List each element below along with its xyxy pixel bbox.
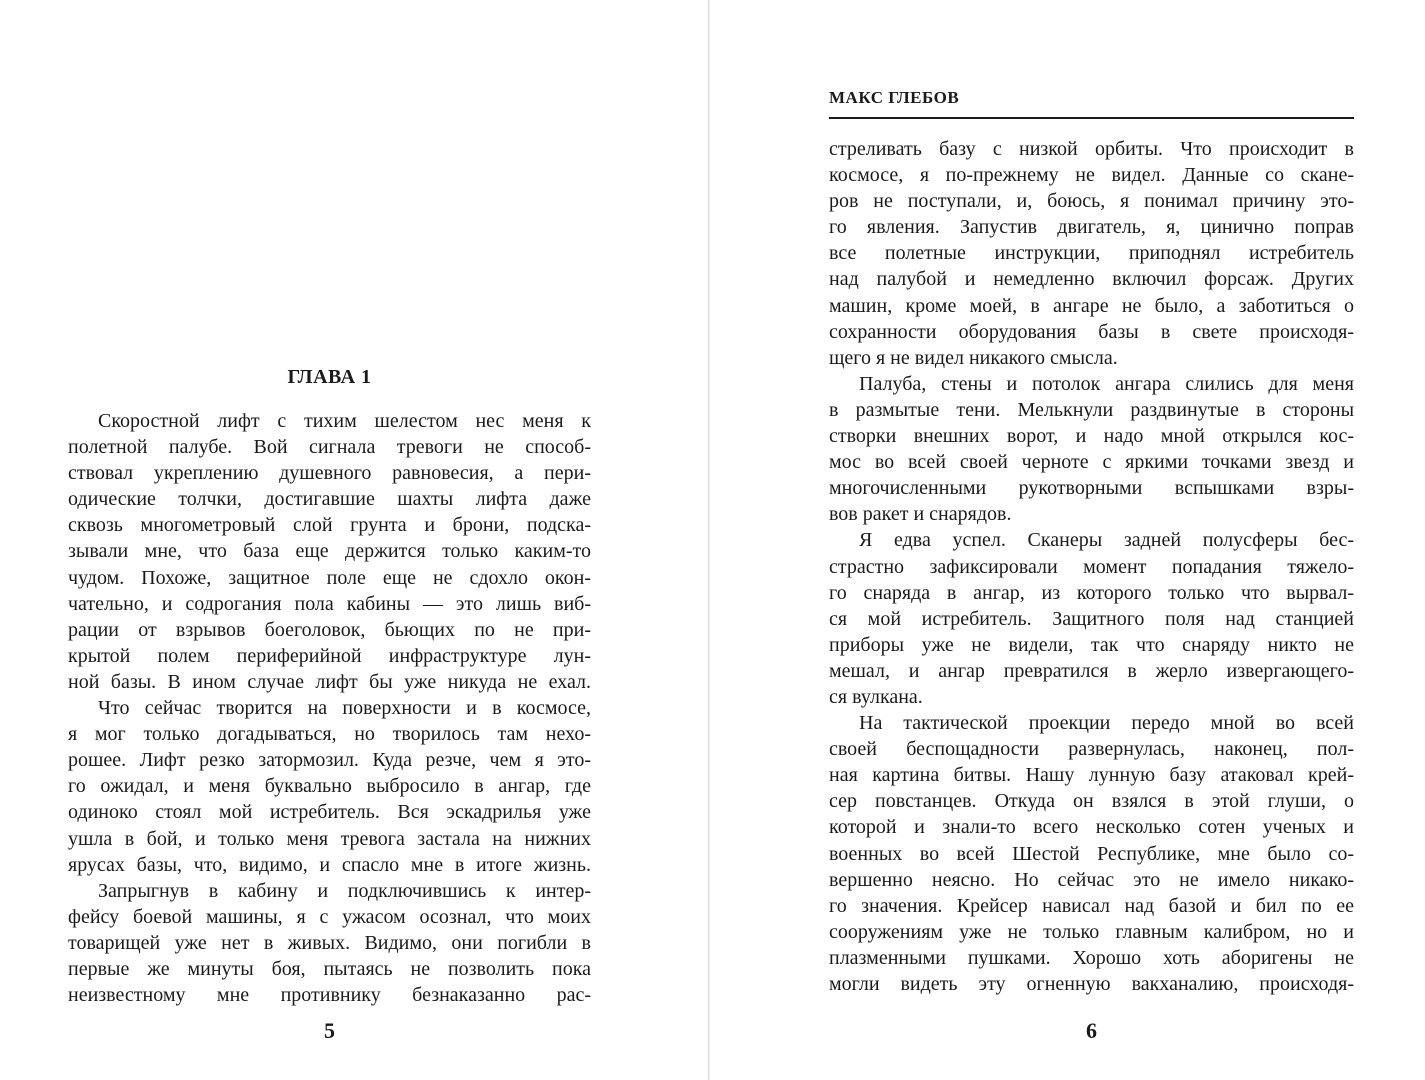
text-line: створки внешних ворот, и надо мной открылся кос- <box>829 425 1354 448</box>
text-line: вов ракет и снарядов. <box>829 503 1012 526</box>
right-page <box>829 0 1354 1080</box>
page-number: 6 <box>1086 1018 1097 1043</box>
text-line: машин, кроме моей, в ангаре не было, а заботиться о <box>829 294 1354 317</box>
text-line: рации от взрывов боеголовок, бьющих по не при- <box>68 618 591 641</box>
text-line: Что сейчас творится на поверхности и в космосе, <box>98 697 591 720</box>
text-line: Запрыгнув в кабину и подключившись к интер- <box>98 879 591 902</box>
text-line: над палубой и немедленно включил форсаж. Других <box>829 268 1354 291</box>
text-line: приборы уже не видели, так что снаряду никто не <box>829 633 1354 656</box>
text-line: чудом. Похоже, защитное поле еще не сдохло окон- <box>68 566 591 589</box>
text-line: ся мой истребитель. Защитного поля над станцией <box>829 607 1354 630</box>
text-line: военных во всей Шестой Республике, мне было со- <box>829 842 1354 865</box>
chapter-title: ГЛАВА 1 <box>287 366 372 388</box>
text-line: товарищей уже нет в живых. Видимо, они погибли в <box>68 931 591 954</box>
text-line: Палуба, стены и потолок ангара слились для меня <box>859 372 1354 395</box>
header-rule <box>829 117 1354 119</box>
text-line: которой и знали-то всего несколько сотен ученых и <box>829 816 1354 839</box>
text-line: фейсу боевой машины, я с ужасом осознал, что моих <box>68 905 591 928</box>
text-line: ров не поступали, и, боюсь, я понимал причину это- <box>829 190 1354 213</box>
text-line: неизвестному мне противнику безнаказанно рас- <box>68 984 591 1007</box>
text-line: ся вулкана. <box>829 685 923 708</box>
text-line: все полетные инструкции, приподнял истребитель <box>829 242 1354 265</box>
text-line: ная картина битвы. Нашу лунную базу атаковал крей- <box>829 764 1354 787</box>
text-line: сквозь многометровый слой грунта и брони, подска- <box>68 514 591 537</box>
text-line: космосе, я по-прежнему не видел. Данные со скане- <box>829 164 1354 187</box>
text-line: многочисленными рукотворными вспышками взры- <box>829 477 1354 500</box>
text-line: ствовал укреплению душевного равновесия, а пери- <box>68 462 591 485</box>
text-line: могли видеть эту огненную вакханалию, происходя- <box>829 973 1354 995</box>
text-line: го явления. Запустив двигатель, я, цинично поправ <box>829 216 1354 239</box>
text-line: ной базы. В ином случае лифт бы уже никуда не ехал. <box>68 670 591 693</box>
text-line: я мог только догадываться, но творилось там нехо- <box>68 723 591 746</box>
text-line: Скоростной лифт с тихим шелестом нес меня к <box>98 410 591 432</box>
text-line: страстно зафиксировали момент попадания тяжело- <box>829 555 1354 578</box>
book-gutter <box>708 0 710 1080</box>
page-number: 5 <box>324 1018 335 1043</box>
text-line: первые же минуты боя, пытаясь не позволить пока <box>68 957 591 980</box>
text-line: рошее. Лифт резко затормозил. Куда резче, чем я это- <box>68 749 591 772</box>
text-line: Я едва успел. Сканеры задней полусферы бес- <box>859 529 1354 552</box>
text-line: плазменными пушками. Хорошо хоть аборигены не <box>829 946 1354 969</box>
text-line: На тактической проекции передо мной во всей <box>859 712 1354 735</box>
text-line: щего я не видел никакого смысла. <box>829 346 1118 369</box>
text-line: в размытые тени. Мелькнули раздвинутые в стороны <box>829 398 1354 421</box>
text-line: крытой полем периферийной инфраструктуре лун- <box>68 644 591 667</box>
text-line: го ожидал, и меня буквально выбросило в ангар, где <box>68 775 591 798</box>
text-line: сохранности оборудования базы в свете происходя- <box>829 320 1354 343</box>
text-line: го снаряда в ангар, из которого только что вырвал- <box>829 581 1354 604</box>
right-text-block <box>829 136 1354 997</box>
text-line: зывали мне, что база еще держится только каким-то <box>68 540 591 563</box>
text-line: го значения. Крейсер нависал над базой и бил по ее <box>829 894 1354 917</box>
text-line: мешал, и ангар превратился в жерло извергающего- <box>829 659 1354 682</box>
running-head-author: МАКС ГЛЕБОВ <box>829 88 960 107</box>
text-line: полетной палубе. Вой сигнала тревоги не способ- <box>68 436 591 459</box>
text-line: сооружениям уже не только главным калибром, но и <box>829 920 1354 943</box>
left-page <box>68 0 591 1080</box>
text-line: ярусах базы, что, видимо, и спасло мне в итоге жизнь. <box>68 853 591 876</box>
text-line: вершенно неясно. Но сейчас это не имело никако- <box>829 868 1354 891</box>
left-text-block <box>68 408 591 1008</box>
text-line: своей беспощадности развернулась, наконец, пол- <box>829 738 1354 761</box>
text-line: ушла в бой, и только меня тревога застала на нижних <box>68 827 591 850</box>
text-line: сер повстанцев. Откуда он взялся в этой глуши, о <box>829 790 1354 813</box>
text-line: стреливать базу с низкой орбиты. Что происходит в <box>829 138 1354 160</box>
text-line: мос во всей своей черноте с яркими точками звезд и <box>829 451 1354 474</box>
text-line: одические толчки, достигавшие шахты лифта даже <box>68 488 591 511</box>
text-line: одиноко стоял мой истребитель. Вся эскадрилья уже <box>68 801 591 824</box>
text-line: чательно, и содрогания пола кабины — это лишь виб- <box>68 592 591 615</box>
